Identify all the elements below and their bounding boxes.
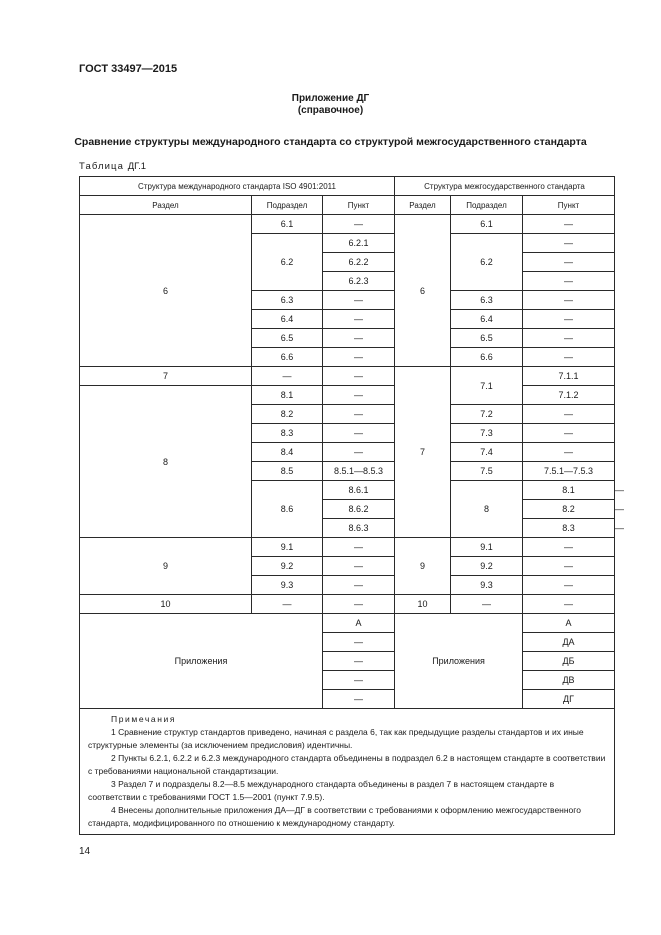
right-section-10: 10 [395, 595, 451, 614]
right-subsection: — [451, 595, 523, 614]
note-item: 2 Пункты 6.2.1, 6.2.2 и 6.2.3 международного стандарта объединены в подраздел 6.2 в настоящем стандарте в соответствии с требованиями национальной стандартизации. [88, 753, 606, 776]
right-appendix-item: ДА [523, 633, 615, 652]
table-row [80, 367, 615, 386]
left-item: — [323, 367, 395, 386]
appendix-note: (справочное) [297, 105, 364, 116]
left-item: — [323, 443, 395, 462]
right-subsection: 7.2 [451, 405, 523, 424]
right-item: — [523, 424, 615, 443]
left-appendix-item: — [323, 652, 395, 671]
right-item: — [523, 291, 615, 310]
right-item: — [523, 348, 615, 367]
table-row: 8.6 8.6.1 8 8.1 — [80, 481, 615, 500]
left-item: — [323, 595, 395, 614]
table-row [80, 614, 615, 633]
right-section-6: 6 [395, 215, 451, 367]
left-item: 6.2.2 [323, 253, 395, 272]
left-item: 8.6.3 [323, 519, 395, 538]
left-item: — [323, 348, 395, 367]
left-item: 8.5.1—8.5.3 [323, 462, 395, 481]
appendix-title-block [0, 93, 661, 117]
right-item: — [523, 329, 615, 348]
right-item: — [523, 234, 615, 253]
right-section-7: 7 [395, 367, 451, 538]
left-appendix-item: — [323, 671, 395, 690]
note-item: 3 Раздел 7 и подразделы 8.2—8.5 международного стандарта объединены в раздел 7 в настоящем стандарте в соответствии с требованиями ГОСТ 1.5—2001 (пункт 7.9.5). [88, 779, 555, 802]
document-code: ГОСТ 33497—2015 [79, 63, 178, 75]
interstate-structure-header: Структура межгосударственного стандарта [395, 177, 615, 196]
left-appendix-item: — [323, 633, 395, 652]
table-row [80, 215, 615, 234]
left-section-10: 10 [80, 595, 252, 614]
left-section-9: 9 [80, 538, 252, 595]
right-item: — [523, 272, 615, 291]
left-appendix-item: A [323, 614, 395, 633]
left-section-8: 8 [80, 386, 252, 538]
right-subsection: 6.6 [451, 348, 523, 367]
left-subsection: — [252, 595, 323, 614]
note-item: 4 Внесены дополнительные приложения ДА—ДГ в соответствии с требованиями к оформлению межгосударственного стандарта, модифицированного по отношению к международному стандарту. [88, 805, 581, 828]
left-subsection: 9.2 [252, 557, 323, 576]
col-header-item-right: Пункт [523, 196, 615, 215]
table-row: 8.6.2 8.2 — [80, 500, 615, 519]
international-structure-header: Структура международного стандарта ISO 4901:2011 [80, 177, 395, 196]
right-subsection: 6.3 [451, 291, 523, 310]
right-appendix-item: ДГ [523, 690, 615, 709]
left-item: — [323, 538, 395, 557]
right-subsection: 6.4 [451, 310, 523, 329]
col-header-subsection-left: Подраздел [252, 196, 323, 215]
right-section-9: 9 [395, 538, 451, 595]
left-subsection: 6.1 [252, 215, 323, 234]
right-item: — [523, 310, 615, 329]
right-subsection: 7.3 [451, 424, 523, 443]
left-subsection: 6.2 [252, 234, 323, 291]
left-subsection: 8.1 [252, 386, 323, 405]
table-caption-number: ДГ.1 [127, 161, 147, 172]
left-appendices-label: Приложения [80, 614, 323, 709]
right-subsection: 9.3 [451, 576, 523, 595]
right-subsection: 7.5 [451, 462, 523, 481]
table-row [80, 538, 615, 557]
col-header-section-left: Раздел [80, 196, 252, 215]
col-header-item-left: Пункт [323, 196, 395, 215]
left-item: 6.2.3 [323, 272, 395, 291]
right-item: — [523, 538, 615, 557]
left-subsection: 6.5 [252, 329, 323, 348]
structure-comparison-table [79, 176, 625, 835]
right-subsection: 8.3 [523, 519, 615, 538]
table-group-header-row [80, 177, 615, 196]
right-appendices-label: Приложения [395, 614, 523, 709]
left-subsection: 8.6 [252, 481, 323, 538]
left-section-6: 6 [80, 215, 252, 367]
table-row: 8.6.3 8.3 — [80, 519, 615, 538]
left-item: — [323, 291, 395, 310]
note-item: 1 Сравнение структур стандартов приведено, начиная с раздела 6, так как предыдущие разделы стандартов и их иные структурные элементы (за исключением предисловия) идентичны. [88, 727, 584, 750]
right-subsection: 7.1 [451, 367, 523, 405]
left-subsection: — [252, 367, 323, 386]
notes-row [80, 709, 615, 835]
table-row [80, 386, 615, 405]
table-column-header-row [80, 196, 615, 215]
table-caption-label: Таблица [79, 161, 124, 172]
left-item: 6.2.1 [323, 234, 395, 253]
col-header-section-right: Раздел [395, 196, 451, 215]
table-row [80, 595, 615, 614]
left-item: — [323, 386, 395, 405]
left-item: — [323, 329, 395, 348]
left-subsection: 9.3 [252, 576, 323, 595]
right-item: — [523, 557, 615, 576]
right-subsection: 9.2 [451, 557, 523, 576]
left-subsection: 6.6 [252, 348, 323, 367]
right-item: — [523, 253, 615, 272]
left-subsection: 8.4 [252, 443, 323, 462]
right-item: — [523, 405, 615, 424]
left-subsection: 6.3 [252, 291, 323, 310]
right-item: — [523, 576, 615, 595]
right-subsection: 7.4 [451, 443, 523, 462]
right-item: — [523, 443, 615, 462]
right-item: 7.1.2 [523, 386, 615, 405]
left-item: — [323, 576, 395, 595]
notes-cell [80, 709, 615, 835]
notes-title: Примечания [111, 714, 177, 724]
section-heading: Сравнение структуры международного стандарта со структурой межгосударственного стандарта [74, 136, 587, 148]
right-item: 7.5.1—7.5.3 [523, 462, 615, 481]
right-appendix-item: ДБ [523, 652, 615, 671]
right-section-8: 8 [451, 481, 523, 538]
right-item: — [523, 595, 615, 614]
right-item: 7.1.1 [523, 367, 615, 386]
right-appendix-item: A [523, 614, 615, 633]
left-item: 8.6.1 [323, 481, 395, 500]
right-subsection: 8.1 [523, 481, 615, 500]
right-subsection: 8.2 [523, 500, 615, 519]
right-item: — [523, 215, 615, 234]
right-appendix-item: ДВ [523, 671, 615, 690]
left-item: — [323, 557, 395, 576]
col-header-subsection-right: Подраздел [451, 196, 523, 215]
left-item: — [323, 215, 395, 234]
left-subsection: 8.3 [252, 424, 323, 443]
right-subsection: 6.2 [451, 234, 523, 291]
left-item: — [323, 405, 395, 424]
left-item: — [323, 424, 395, 443]
appendix-title: Приложение ДГ [291, 93, 370, 104]
left-appendix-item: — [323, 690, 395, 709]
left-subsection: 6.4 [252, 310, 323, 329]
left-subsection: 9.1 [252, 538, 323, 557]
left-subsection: 8.5 [252, 462, 323, 481]
left-item: 8.6.2 [323, 500, 395, 519]
left-subsection: 8.2 [252, 405, 323, 424]
table-caption [79, 161, 146, 172]
left-item: — [323, 310, 395, 329]
right-subsection: 6.1 [451, 215, 523, 234]
right-subsection: 9.1 [451, 538, 523, 557]
right-subsection: 6.5 [451, 329, 523, 348]
left-section-7: 7 [80, 367, 252, 386]
page-number: 14 [79, 846, 91, 857]
